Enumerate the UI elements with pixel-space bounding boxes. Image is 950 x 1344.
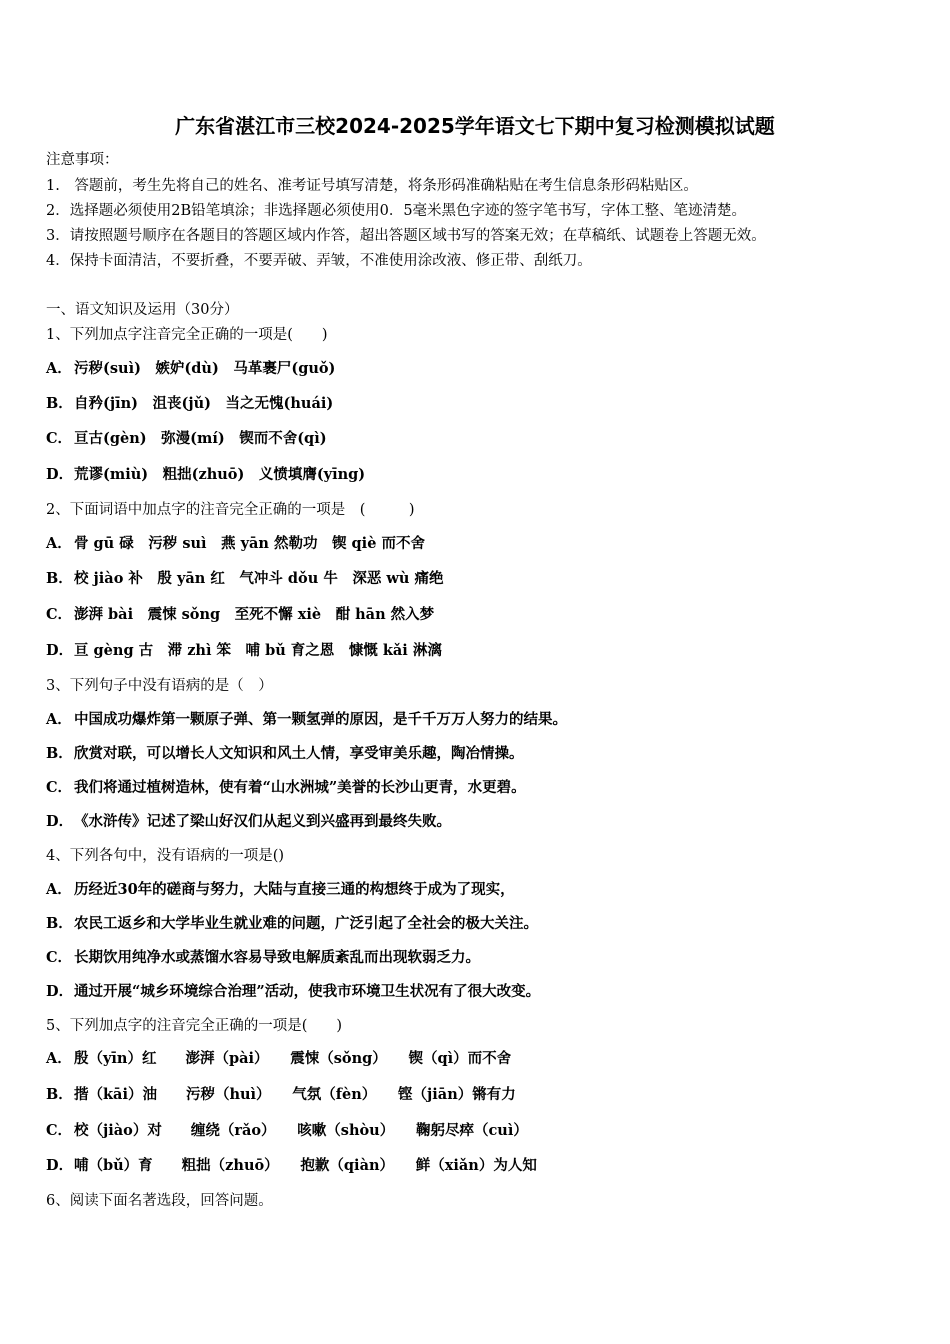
question-stem: 4、下列各句中，没有语病的一项是(): [46, 848, 285, 864]
option-label: C．: [46, 779, 73, 796]
question-stem: 1、下列加点字注音完全正确的一项是( ): [46, 327, 328, 343]
option-row: [46, 1156, 537, 1176]
option-label: C．: [46, 606, 73, 623]
option-label: C．: [46, 949, 73, 966]
option-label: D．: [46, 1157, 74, 1174]
notice-item: 1. 答题前，考生先将自己的姓名、准考证号填写清楚，将条形码准确粘贴在考生信息条形码粘贴区。: [46, 178, 698, 194]
question-stem: 3、下列句子中没有语病的是（ ）: [46, 678, 273, 694]
option-label: D．: [46, 642, 74, 659]
option-label: C．: [46, 1122, 73, 1139]
option-row: [46, 880, 515, 900]
option-row: [46, 914, 538, 934]
option-label: A．: [46, 535, 72, 552]
option-label: D．: [46, 813, 74, 830]
option-text: 欣赏对联，可以增长人文知识和风土人情，享受审美乐趣，陶冶情操。: [74, 745, 524, 762]
option-text: 揩（kāi）油 污秽（huì） 气氛（fèn） 铿（jiān）锵有力: [74, 1086, 516, 1103]
option-row: [46, 1049, 511, 1069]
option-text: 我们将通过植树造林，使有着“山水洲城”美誉的长沙山更青，水更碧。: [74, 779, 526, 796]
option-label: A．: [46, 881, 72, 898]
option-row: [46, 569, 443, 589]
option-text: 污秽(suì) 嫉妒(dù) 马革裹尸(guǒ): [74, 360, 336, 377]
option-row: [46, 1085, 516, 1105]
option-row: [46, 1121, 528, 1141]
option-label: A．: [46, 360, 72, 377]
option-row: [46, 778, 526, 798]
option-text: 农民工返乡和大学毕业生就业难的问题，广泛引起了全社会的极大关注。: [74, 915, 538, 932]
option-row: [46, 744, 524, 764]
option-text: 荒谬(miù) 粗拙(zhuō) 义愤填膺(yīng): [74, 466, 366, 483]
option-row: [46, 359, 335, 379]
option-label: A．: [46, 1050, 72, 1067]
option-label: D．: [46, 983, 74, 1000]
option-label: B．: [46, 745, 73, 762]
option-text: 《水浒传》记述了梁山好汉们从起义到兴盛再到最终失败。: [74, 813, 451, 830]
notice-item: 2．选择题必须使用2B铅笔填涂；非选择题必须使用0．5毫米黑色字迹的签字笔书写，字体工整、笔迹清楚。: [46, 203, 747, 219]
option-text: 长期饮用纯净水或蒸馏水容易导致电解质紊乱而出现软弱乏力。: [74, 949, 480, 966]
option-row: [46, 710, 567, 730]
option-row: [46, 534, 425, 554]
option-text: 自矜(jīn) 沮丧(jǔ) 当之无愧(huái): [74, 395, 334, 412]
option-text: 亘古(gèn) 弥漫(mí) 锲而不舍(qì): [74, 430, 327, 447]
option-row: [46, 605, 434, 625]
option-row: [46, 641, 442, 661]
notice-item: 3．请按照题号顺序在各题目的答题区域内作答，超出答题区域书写的答案无效；在草稿纸、试题卷上答题无效。: [46, 228, 766, 244]
option-row: [46, 982, 540, 1002]
question-stem: 6、阅读下面名著选段，回答问题。: [46, 1193, 273, 1209]
notice-item: 4．保持卡面清洁，不要折叠，不要弄破、弄皱，不准使用涂改液、修正带、刮纸刀。: [46, 253, 592, 269]
option-text: 通过开展“城乡环境综合治理”活动，使我市环境卫生状况有了很大改变。: [74, 983, 541, 1000]
notice-heading: 注意事项：: [46, 152, 119, 168]
option-label: B．: [46, 570, 73, 587]
option-label: B．: [46, 395, 73, 412]
option-text: 澎湃 bài 震悚 sǒng 至死不懈 xiè 酣 hān 然入梦: [74, 606, 435, 623]
section-heading: 一、语文知识及运用（30分）: [46, 302, 239, 318]
option-text: 历经近30年的磋商与努力，大陆与直接三通的构想终于成为了现实，: [74, 881, 515, 898]
option-label: B．: [46, 915, 73, 932]
option-row: [46, 465, 365, 485]
option-text: 哺（bǔ）育 粗拙（zhuō） 抱歉（qiàn） 鲜（xiǎn）为人知: [74, 1157, 537, 1174]
option-text: 校 jiào 补 殷 yān 红 气冲斗 dǒu 牛 深恶 wù 痛绝: [74, 570, 444, 587]
question-stem: 2、下面词语中加点字的注音完全正确的一项是 ( ): [46, 502, 415, 518]
page-title: 广东省湛江市三校2024-2025学年语文七下期中复习检测模拟试题: [175, 114, 775, 138]
option-row: [46, 429, 327, 449]
option-text: 殷（yīn）红 澎湃（pài） 震悚（sǒng） 锲（qì）而不舍: [74, 1050, 512, 1067]
option-text: 校（jiào）对 缠绕（rǎo） 咳嗽（shòu） 鞠躬尽瘁（cuì）: [74, 1122, 528, 1139]
option-label: C．: [46, 430, 73, 447]
option-row: [46, 812, 451, 832]
question-stem: 5、下列加点字的注音完全正确的一项是( ): [46, 1018, 343, 1034]
option-text: 中国成功爆炸第一颗原子弹、第一颗氢弹的原因，是千千万万人努力的结果。: [74, 711, 567, 728]
option-label: A．: [46, 711, 72, 728]
option-label: D．: [46, 466, 74, 483]
option-label: B．: [46, 1086, 73, 1103]
option-row: [46, 948, 480, 968]
option-row: [46, 394, 333, 414]
option-text: 骨 gū 碌 污秽 suì 燕 yān 然勒功 锲 qiè 而不舍: [74, 535, 425, 552]
option-text: 亘 gèng 古 滞 zhì 笨 哺 bǔ 育之恩 慷慨 kǎi 淋漓: [74, 642, 442, 659]
